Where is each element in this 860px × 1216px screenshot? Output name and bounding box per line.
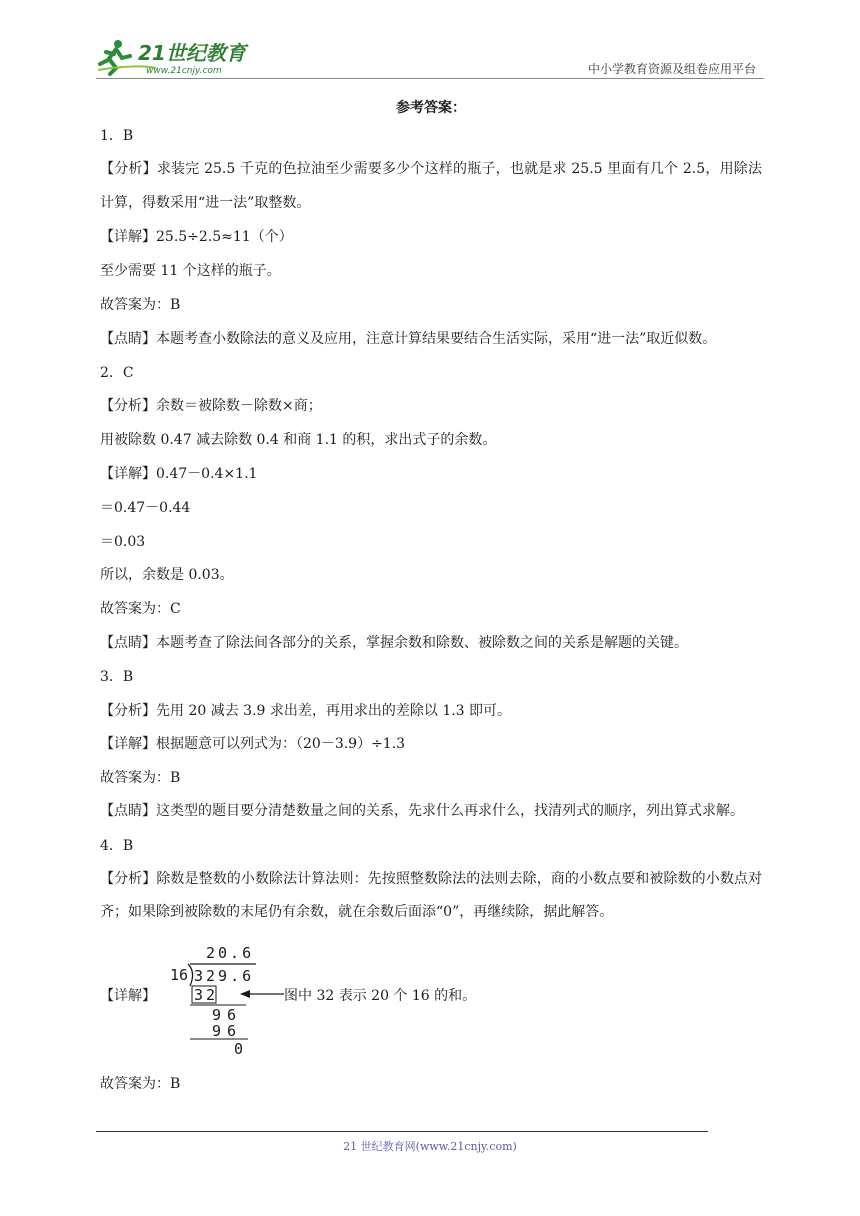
q4-answer-key: 4．B (100, 837, 134, 854)
long-division-figure (166, 940, 286, 1056)
division-remainder: 0 (234, 1040, 244, 1057)
q4-note: 图中 32 表示 20 个 16 的和。 (284, 988, 477, 1005)
answer-content (100, 96, 762, 1108)
division-step2: 96 (212, 1006, 243, 1025)
q3-answer-key: 3．B (100, 668, 134, 685)
svg-text:www.21cnjy.com: www.21cnjy.com (146, 66, 222, 76)
division-dividend: 329.6 (194, 967, 255, 986)
q2-step: ＝0.47－0.44 (100, 499, 191, 516)
q1-line: 至少需要 11 个这样的瓶子。 (100, 263, 281, 280)
q1-answer-key: 1．B (100, 128, 134, 144)
q1-final-answer: 故答案为：B (100, 297, 181, 313)
footer-divider (96, 1131, 708, 1132)
q1-detail: 【详解】25.5÷2.5≈11（个） (100, 229, 293, 246)
q4-detail-label: 【详解】 (100, 988, 156, 1005)
q2-line: 用被除数 0.47 减去除数 0.4 和商 1.1 的积，求出式子的余数。 (100, 432, 497, 449)
page-header (0, 0, 860, 82)
q2-final-answer: 故答案为：C (100, 601, 181, 618)
division-step3: 96 (212, 1022, 243, 1041)
q3-detail: 【详解】根据题意可以列式为：（20－3.9）÷1.3 (100, 736, 406, 753)
arrow-head-icon (240, 990, 250, 998)
header-divider (96, 78, 764, 79)
page-title: 参考答案： (396, 100, 466, 116)
q3-analysis: 【分析】先用 20 减去 3.9 求出差，再用求出的差除以 1.3 即可。 (100, 702, 512, 719)
q2-answer-key: 2．C (100, 364, 134, 381)
division-bracket (188, 964, 193, 986)
footer-source: 21 世纪教育网(www.21cnjy.com) (343, 1140, 517, 1153)
q3-final-answer: 故答案为：B (100, 770, 181, 787)
logo-21cnjy (96, 34, 266, 78)
q2-detail: 【详解】0.47－0.4×1.1 (100, 465, 258, 482)
division-step1: 32 (194, 986, 219, 1005)
q4-final-answer: 故答案为：B (100, 1076, 181, 1093)
division-quotient: 20.6 (206, 944, 255, 963)
division-divisor: 16 (170, 966, 189, 985)
q1-analysis: 【分析】求装完 25.5 千克的色拉油至少需要多少个这样的瓶子，也就是求 25.5 里面有几个 2.5，用除法计算，得数采用“进一法”取整数。 (100, 160, 762, 211)
q2-analysis: 【分析】余数＝被除数－除数×商； (100, 398, 322, 415)
q4-detail-row (100, 940, 762, 1058)
q2-step: ＝0.03 (100, 533, 146, 550)
svg-text:21世纪教育: 21世纪教育 (138, 41, 246, 65)
q1-comment: 【点睛】本题考查小数除法的意义及应用，注意计算结果要结合生活实际，采用“进一法”取近似数。 (100, 330, 717, 347)
q3-comment: 【点睛】这类型的题目要分清楚数量之间的关系，先求什么再求什么，找清列式的顺序，列出算式求解。 (100, 803, 744, 820)
q4-analysis: 【分析】除数是整数的小数除法计算法则：先按照整数除法的法则去除，商的小数点要和被除数的小数点对齐；如果除到被除数的末尾仍有余数，就在余数后面添“0”，再继续除，据此解答。 (100, 870, 762, 921)
q2-comment: 【点睛】本题考查了除法间各部分的关系，掌握余数和除数、被除数之间的关系是解题的关键。 (100, 634, 688, 651)
platform-name: 中小学教育资源及组卷应用平台 (587, 62, 756, 76)
q2-conclusion: 所以，余数是 0.03。 (100, 567, 234, 584)
